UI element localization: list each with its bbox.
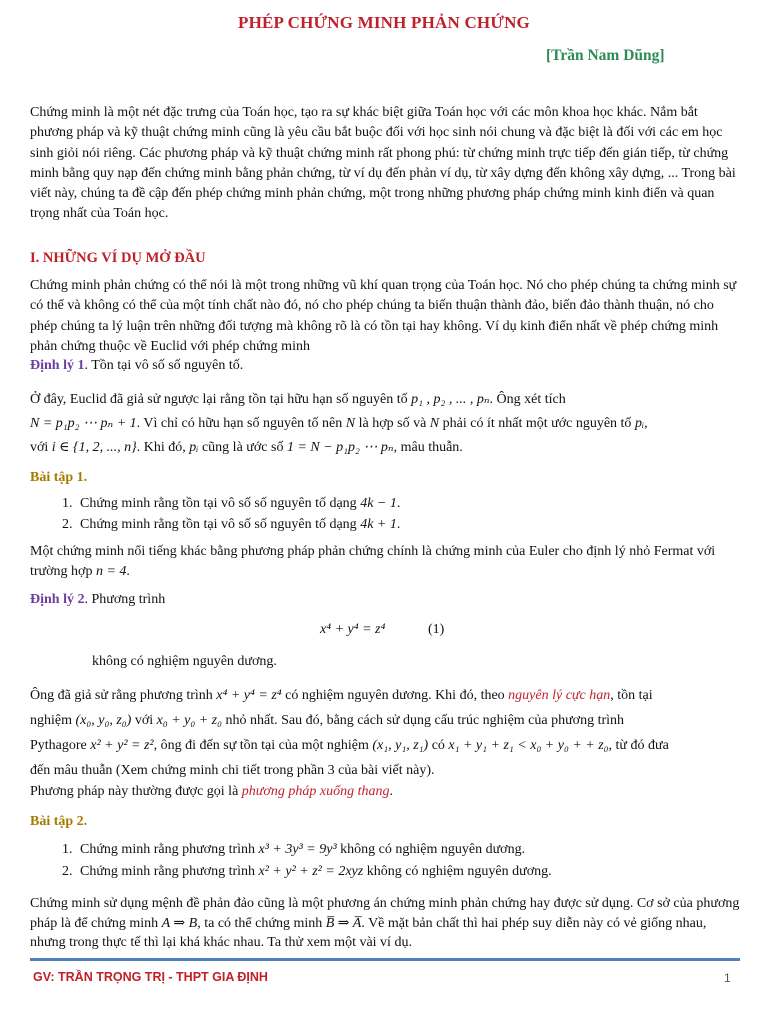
math-fermat4: x⁴ + y⁴ = z⁴ (216, 688, 282, 703)
contrapositive-text: Chứng minh sử dụng mệnh đề phản đảo cũng là một phương án chứng minh phản chứng hay được sử dụng. Cơ sở của phương pháp là để chứng minh (30, 896, 740, 931)
list-item (76, 494, 740, 514)
equation-1-body: x⁴ + y⁴ = z⁴ (320, 622, 386, 637)
page-number: 1 (724, 971, 731, 985)
item-math: 4k + 1 (360, 516, 397, 532)
descent-text: có (428, 738, 445, 753)
euler-text: . (126, 564, 130, 580)
theorem-1-label: Định lý 1 (30, 358, 85, 373)
math-pythagoras: x² + y² = z² (90, 738, 154, 753)
math-solution-1: (x₁, y₁, z₁) (372, 738, 429, 753)
euler-paragraph (30, 542, 740, 583)
item-end: không có nghiệm nguyên dương. (363, 864, 552, 880)
math-pi: pᵢ (189, 440, 199, 455)
math-not-b-implies-not-a: B̅ ⇒ A̅ (325, 915, 362, 931)
euler-text: Một chứng minh nổi tiếng khác bằng phương pháp phản chứng chính là chứng minh của Euler cho định lý nhỏ Fermat với trường hợp (30, 544, 716, 580)
math-pi: pᵢ (634, 416, 645, 431)
euclid-product: N = p₁p₂ ⋯ pₙ + 1 (30, 416, 137, 431)
section-1-text: Chứng minh phản chứng có thể nói là một trong những vũ khí quan trọng của Toán học. Nó cho phép chúng ta chứng minh sự có thể và không có thể của một tính chất nào đó, nó cho phép chúng ta biến thuận thành đảo, biến đảo thành thuận, nó cho phép chúng ta lý luận trên những đối tượng mà không rõ là có tồn tại hay không. Ví dụ kinh điển nhất về phép chứng minh phản chứng thuộc về Euclid với phép chứng minh (30, 278, 737, 354)
section-heading: I. NHỮNG VÍ DỤ MỞ ĐẦU (30, 250, 206, 266)
item-math: x³ + 3y³ = 9y³ (258, 842, 337, 858)
descent-method-paragraph (30, 782, 740, 802)
extremal-principle-term: nguyên lý cực hạn (508, 688, 611, 703)
item-math: x² + y² + z² = 2xyz (258, 864, 364, 880)
exercise-1 (30, 468, 740, 535)
math-n4: n = 4 (95, 564, 127, 580)
descent-text: nhỏ nhất. Sau đó, bằng cách sử dụng cấu trúc nghiệm của phương trình (221, 713, 625, 728)
method-text: . (389, 784, 394, 799)
descent-text: , tồn tại (610, 688, 653, 703)
descent-text: nghiệm (30, 713, 72, 728)
euclid-proof (30, 388, 740, 460)
theorem-2-text: . Phương trình (84, 592, 166, 607)
section-1 (30, 248, 740, 268)
exercise-1-list (30, 494, 740, 535)
descent-text: Pythagore (30, 738, 87, 753)
math-inequality: x₁ + y₁ + z₁ < x₀ + y₀ + + z₀ (448, 738, 609, 753)
item-text: Chứng minh rằng tồn tại vô số số nguyên tố dạng (80, 516, 357, 532)
euclid-text: . Ông xét tích (489, 392, 566, 407)
euclid-text: . Vì chỉ có hữu hạn số nguyên tố nên (136, 416, 343, 431)
euclid-text: . Khi đó, (136, 440, 186, 455)
footer-rule (30, 958, 740, 961)
euclid-text: , (644, 416, 648, 431)
math-solution-0: (x₀, y₀, z₀) (75, 713, 132, 728)
descent-method-term: phương pháp xuống thang (241, 784, 390, 799)
document-title: PHÉP CHỨNG MINH PHẢN CHỨNG (238, 13, 530, 32)
descent-paragraph (30, 683, 740, 783)
descent-text: , ông đi đến sự tồn tại của một nghiệm (153, 738, 369, 753)
contrapositive-text: , ta có thể chứng minh (197, 915, 323, 931)
theorem-2-label: Định lý 2 (30, 592, 85, 607)
item-end: . (396, 496, 401, 512)
item-end: . (396, 516, 401, 532)
item-end: không có nghiệm nguyên dương. (336, 842, 526, 858)
exercise-2 (30, 812, 740, 883)
descent-text: đến mâu thuẫn (Xem chứng minh chi tiết trong phần 3 của bài viết này). (30, 763, 435, 778)
equation-1-caption (92, 652, 732, 672)
footer-teacher: GV: TRẦN TRỌNG TRỊ - THPT GIA ĐỊNH (33, 970, 268, 984)
item-text: Chứng minh rằng tồn tại vô số số nguyên tố dạng (80, 496, 357, 512)
method-text: Phương pháp này thường được gọi là (30, 784, 239, 799)
list-item (76, 839, 740, 861)
descent-text: có nghiệm nguyên dương. Khi đó, theo (281, 688, 505, 703)
euclid-text: Ở đây, Euclid đã giả sử ngược lại rằng tồn tại hữu hạn số nguyên tố (30, 392, 408, 407)
caption-text: không có nghiệm nguyên dương. (92, 654, 277, 669)
contrapositive-text: . Về mặt bản chất thì hai phép suy diễn này có vẻ giống nhau, nhưng trong thực tế thì lại khá khác nhau. Ta thử xem một vài ví dụ. (30, 915, 707, 950)
item-math: 4k − 1 (360, 496, 397, 512)
exercise-1-label: Bài tập 1. (30, 470, 88, 485)
list-item (76, 861, 740, 883)
theorem-1-text: . Tồn tại vô số số nguyên tố. (84, 358, 244, 373)
descent-text: với (131, 713, 154, 728)
euclid-text: phải có ít nhất một ước nguyên tố (439, 416, 632, 431)
descent-text: Ông đã giả sử rằng phương trình (30, 688, 213, 703)
euclid-text: với (30, 440, 49, 455)
math-sum-0: x₀ + y₀ + z₀ (156, 713, 222, 728)
euclid-primes: p₁ , p₂ , ... , pₙ (411, 392, 490, 407)
section-1-paragraph (30, 276, 740, 357)
descent-text: , từ đó đưa (608, 738, 669, 753)
euclid-text: cũng là ước số (198, 440, 284, 455)
theorem-1 (30, 356, 740, 376)
item-text: Chứng minh rằng phương trình (80, 864, 256, 880)
euclid-text: , mâu thuẫn. (393, 440, 463, 455)
theorem-2 (30, 590, 740, 610)
equation-1-number: (1) (428, 622, 445, 637)
intro-text: Chứng minh là một nét đặc trưng của Toán học, tạo ra sự khác biệt giữa Toán học với các môn khoa học khác. Nắm bắt phương pháp và kỹ thuật chứng minh cũng là yêu cầu bắt buộc đối với học sinh nói chung và đặc biệt là đối với các em học sinh giỏi nói riêng. Các phương pháp và kỹ thuật chứng minh rất phong phú: từ chứng minh trực tiếp đến gián tiếp, từ chứng minh bằng quy nạp đến chứng minh bằng phản chứng, từ ví dụ đến phản ví dụ, từ xây dựng đến không xây dựng, ... Trong bài viết này, chúng ta đề cập đến phép chứng minh phản chứng, một trong những phương pháp chứng minh kinh điển và quan trọng nhất của Toán học. (30, 105, 736, 222)
math-n: N (345, 416, 356, 431)
exercise-2-list (30, 839, 740, 883)
euclid-text: là hợp số và (355, 416, 427, 431)
author-name: [Trần Nam Dũng] (546, 47, 665, 64)
intro-paragraph (30, 103, 740, 225)
math-a-implies-b: A ⇒ B (161, 915, 198, 931)
math-index-set: i ∈ {1, 2, ..., n} (51, 440, 137, 455)
exercise-2-label: Bài tập 2. (30, 814, 88, 829)
math-contradiction: 1 = N − p₁p₂ ⋯ pₙ (286, 440, 394, 455)
item-text: Chứng minh rằng phương trình (80, 842, 256, 858)
math-n: N (429, 416, 440, 431)
contrapositive-paragraph (30, 894, 740, 953)
list-item (76, 515, 740, 535)
